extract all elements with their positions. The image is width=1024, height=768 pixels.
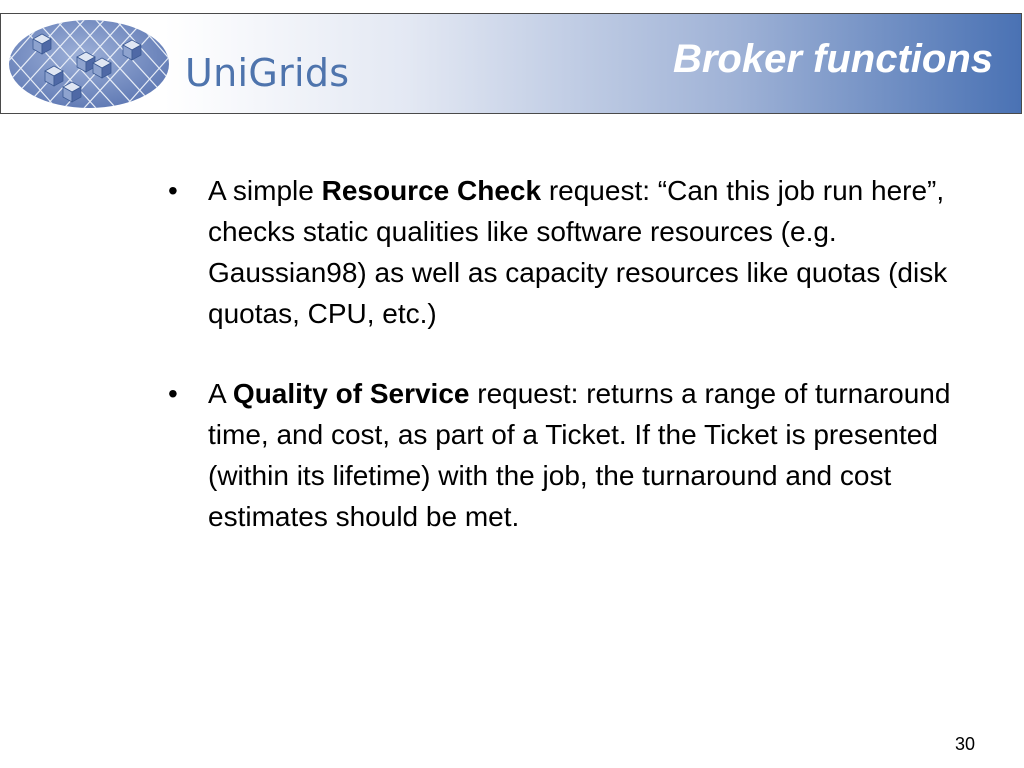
bullet-item <box>165 170 965 334</box>
slide-title: Broker functions <box>672 37 993 81</box>
logo-wordmark: UniGrids <box>185 51 350 95</box>
bullet-prefix: A <box>208 378 233 409</box>
bullet-text: request: returns a range of turnaround time, and cost, as part of a Ticket. If the Ticket is presented (within its lifetime) with the job, the turnaround and cost estimates should be met. <box>208 378 951 532</box>
page-number: 30 <box>954 734 975 754</box>
unigrids-globe-logo <box>5 18 173 110</box>
bullet-marker: • <box>168 378 178 409</box>
bullet-text: request: “Can this job run here”, checks static qualities like software resources (e.g. Gaussian98) as well as capacity resources like quotas (disk quotas, CPU, etc.) <box>208 175 948 329</box>
bullet-bold-term: Quality of Service <box>232 378 470 409</box>
bullet-marker: • <box>168 175 178 206</box>
bullet-prefix: A simple <box>208 175 322 206</box>
bullet-bold-term: Resource Check <box>321 175 542 206</box>
slide-header <box>0 13 1022 114</box>
slide-body <box>165 170 965 537</box>
bullet-item <box>165 373 965 537</box>
